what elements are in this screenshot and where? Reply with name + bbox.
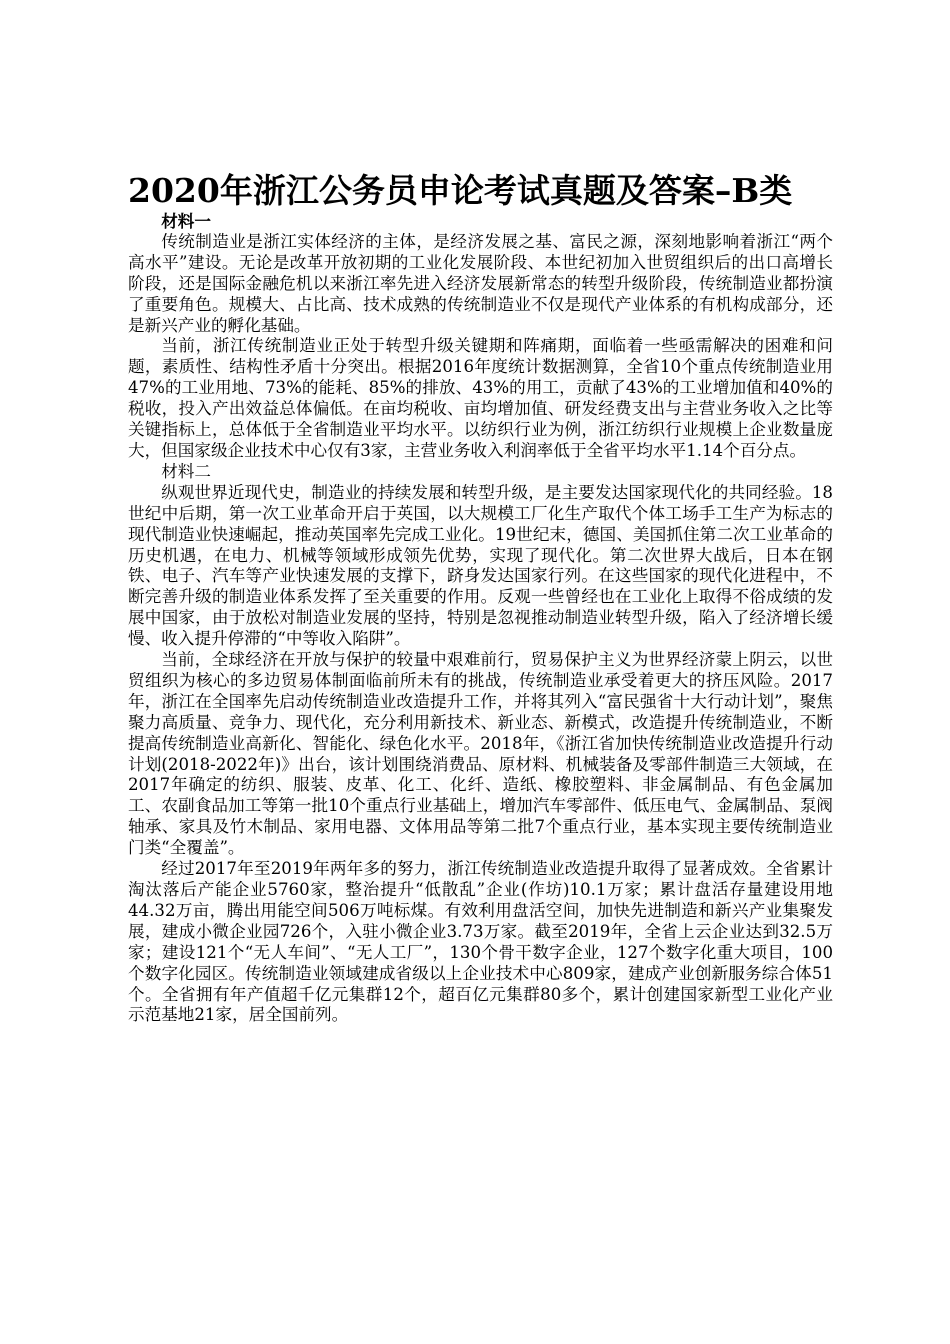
- paragraph: 经过2017年至2019年两年多的努力，浙江传统制造业改造提升取得了显著成效。全省累计淘汰落后产能企业5760家，整治提升“低散乱”企业(作坊)10.1万家；累计盘活存量建设用地44.32万亩，腾出用能空间506万吨标煤。有效利用盘活空间，加快先进制造和新兴产业集聚发展，建成小微企业园726个，入驻小微企业3.73万家。截至2019年，全省上云企业达到32.5万家；建设121个“无人车间”、“无人工厂”，130个骨干数字企业，127个数字化重大项目，100个数字化园区。传统制造业领域建成省级以上企业技术中心809家，建成产业创新服务综合体51个。全省拥有年产值超千亿元集群12个，超百亿元集群80多个，累计创建国家新型工业化产业示范基地21家，居全国前列。: [128, 859, 833, 1025]
- document-title: 2020年浙江公务员申论考试真题及答案–B类: [128, 171, 793, 210]
- paragraph: 纵观世界近现代史，制造业的持续发展和转型升级，是主要发达国家现代化的共同经验。18世纪中后期，第一次工业革命开启于英国，以大规模工厂化生产取代个体工场手工生产为标志的现代制造业快速崛起，推动英国率先完成工业化。19世纪末，德国、美国抓住第二次工业革命的历史机遇，在电力、机械等领域形成领先优势，实现了现代化。第二次世界大战后，日本在钢铁、电子、汽车等产业快速发展的支撑下，跻身发达国家行列。在这些国家的现代化进程中，不断完善升级的制造业体系发挥了至关重要的作用。反观一些曾经也在工业化上取得不俗成绩的发展中国家，由于放松对制造业发展的坚持，特别是忽视推动制造业转型升级，陷入了经济增长缓慢、收入提升停滞的“中等收入陷阱”。: [128, 482, 833, 649]
- section-heading-material-1: 材料一: [161, 211, 211, 231]
- paragraph: 传统制造业是浙江实体经济的主体，是经济发展之基、富民之源，深刻地影响着浙江“两个高水平”建设。无论是改革开放初期的工业化发展阶段、本世纪初加入世贸组织后的出口高增长阶段，还是国际金融危机以来浙江率先进入经济发展新常态的转型升级阶段，传统制造业都扮演了重要角色。规模大、占比高、技术成熟的传统制造业不仅是现代产业体系的有机构成部分，还是新兴产业的孵化基础。: [128, 231, 833, 335]
- document-body: [128, 211, 833, 1026]
- paragraph: 当前，全球经济在开放与保护的较量中艰难前行，贸易保护主义为世界经济蒙上阴云，以世贸组织为核心的多边贸易体制面临前所未有的挑战，传统制造业承受着更大的挤压风险。2017年，浙江在全国率先启动传统制造业改造提升工作，并将其列入“富民强省十大行动计划”，聚焦聚力高质量、竞争力、现代化，充分利用新技术、新业态、新模式，改造提升传统制造业，不断提高传统制造业高新化、智能化、绿色化水平。2018年，《浙江省加快传统制造业改造提升行动计划(2018-2022年)》出台，该计划围绕消费品、原材料、机械装备及零部件制造三大领域，在2017年确定的纺织、服装、皮革、化工、化纤、造纸、橡胶塑料、非金属制品、有色金属加工、农副食品加工等第一批10个重点行业基础上，增加汽车零部件、低压电气、金属制品、泵阀轴承、家具及竹木制品、家用电器、文体用品等第二批7个重点行业，基本实现主要传统制造业门类“全覆盖”。: [128, 650, 833, 858]
- paragraph: 当前，浙江传统制造业正处于转型升级关键期和阵痛期，面临着一些亟需解决的困难和问题，素质性、结构性矛盾十分突出。根据2016年度统计数据测算，全省10个重点传统制造业用47%的工业用地、73%的能耗、85%的排放、43%的用工，贡献了43%的工业增加值和40%的税收，投入产出效益总体偏低。在亩均税收、亩均增加值、研发经费支出与主营业务收入之比等关键指标上，总体低于全省制造业平均水平。以纺织行业为例，浙江纺织行业规模上企业数量庞大，但国家级企业技术中心仅有3家，主营业务收入利润率低于全省平均水平1.14个百分点。: [128, 336, 833, 460]
- section-heading-material-2: 材料二: [161, 461, 211, 481]
